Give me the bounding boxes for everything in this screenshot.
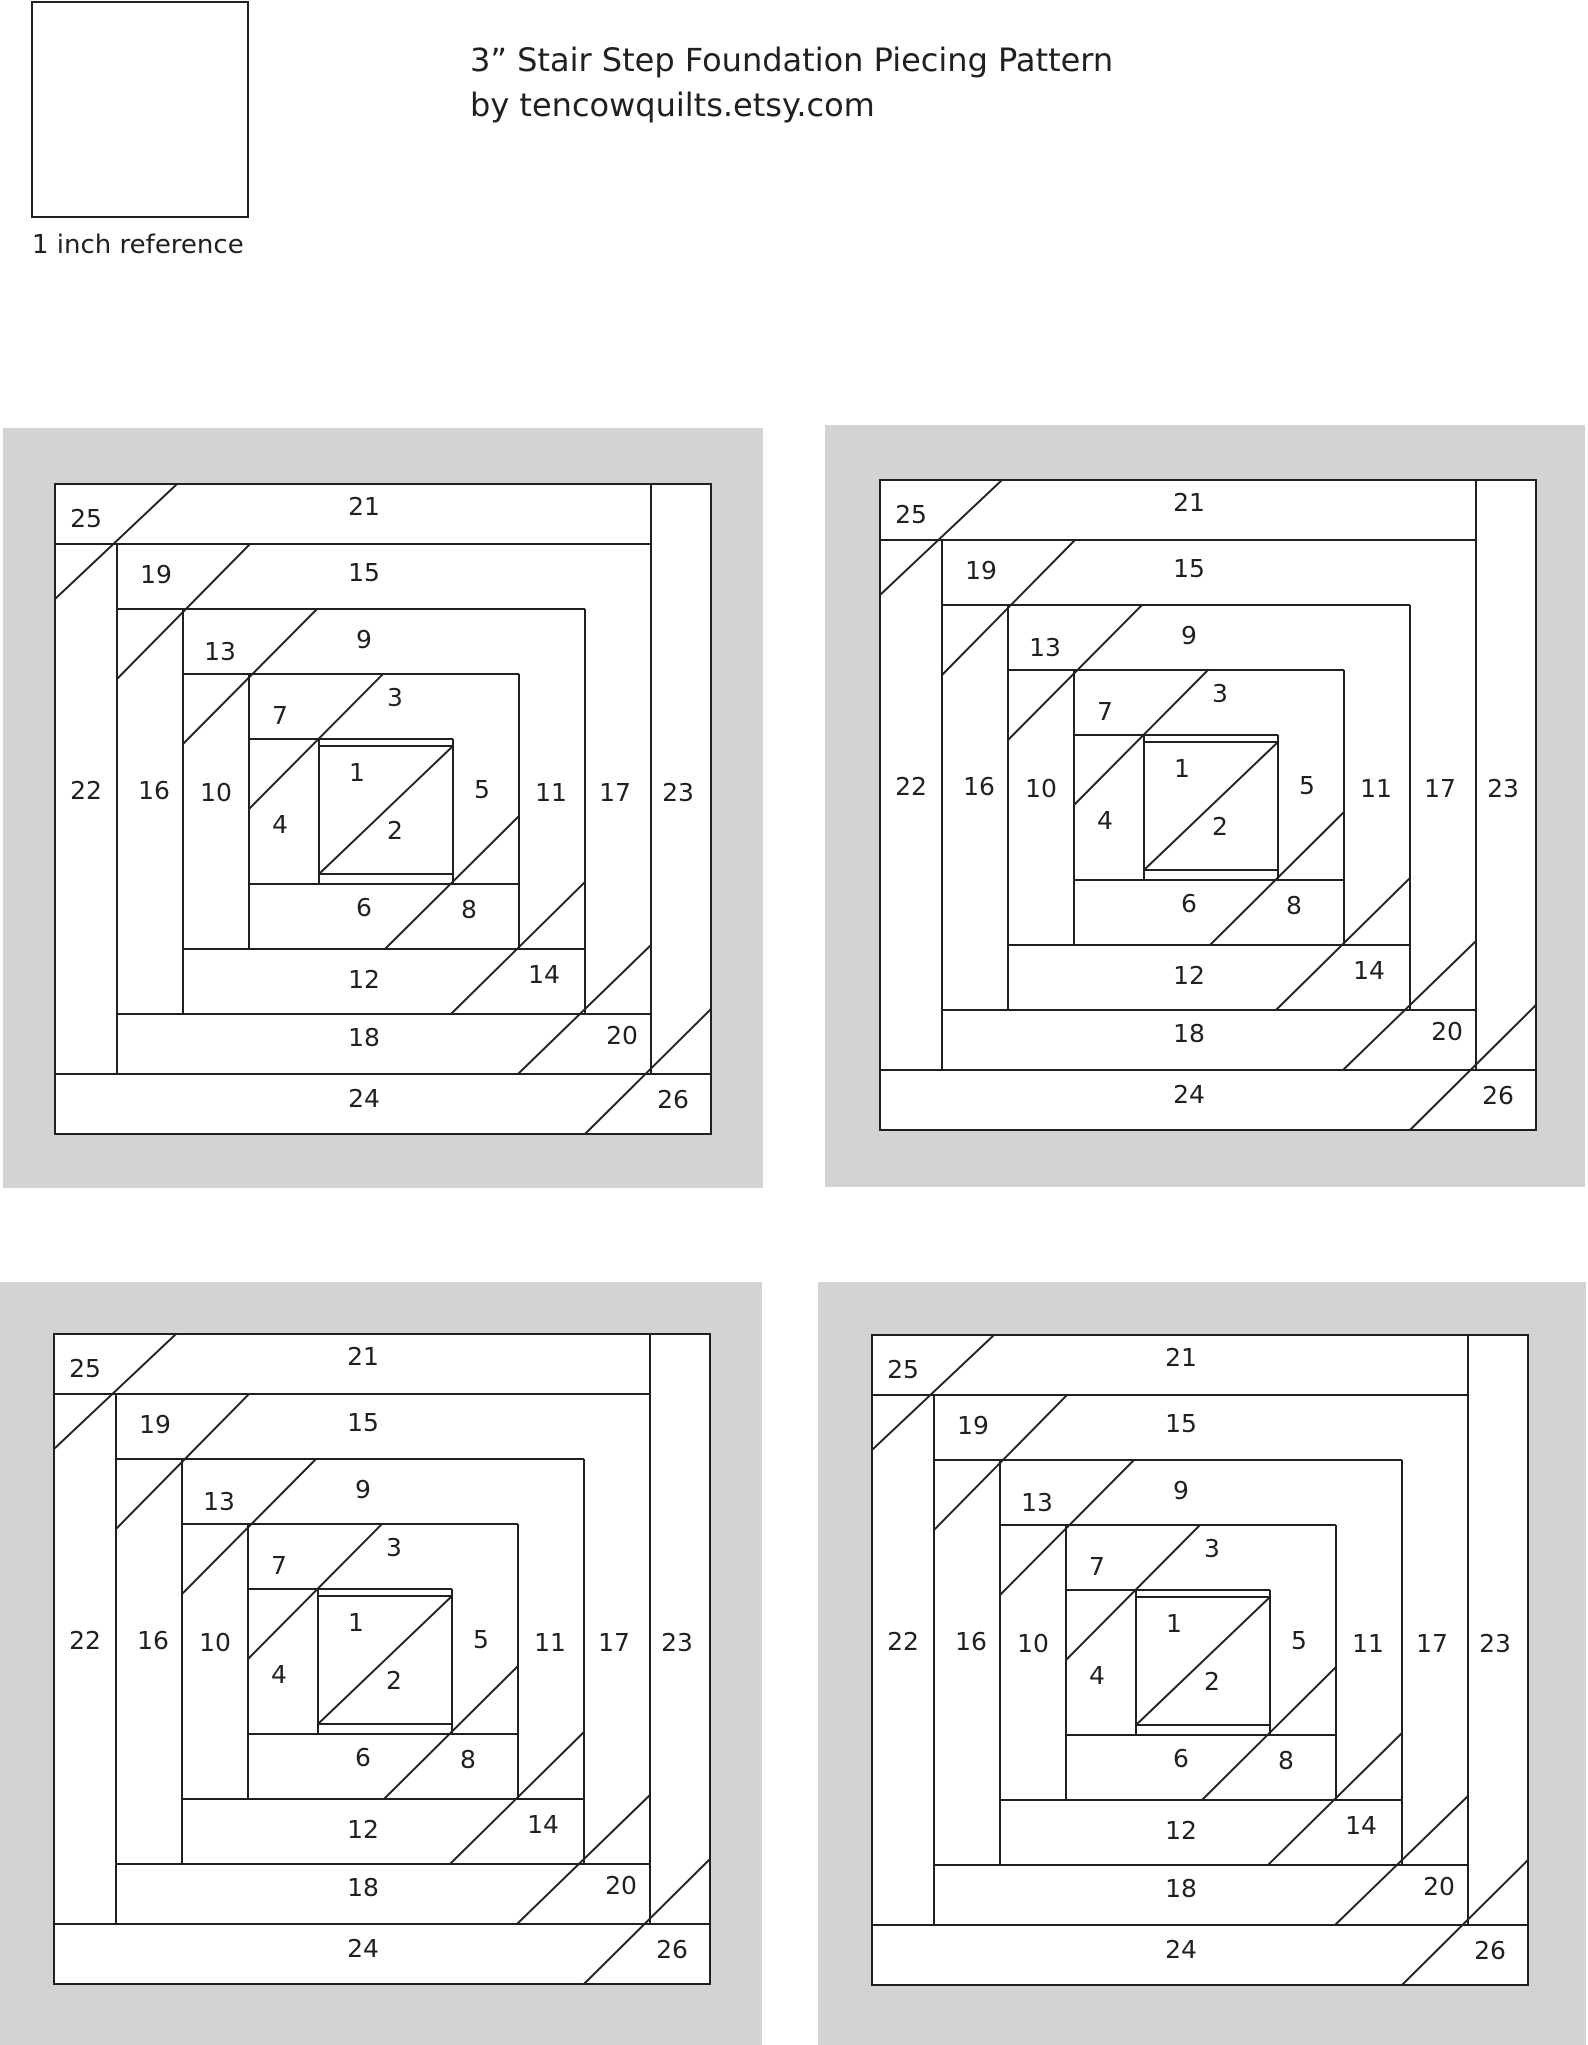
piece-number-18: 18 [348, 1023, 380, 1052]
piece-number-18: 18 [1165, 1874, 1197, 1903]
piece-number-13: 13 [204, 637, 236, 666]
piece-number-4: 4 [1097, 806, 1113, 835]
pattern-diagram [880, 480, 1536, 1130]
piece-number-20: 20 [1423, 1872, 1455, 1901]
piece-number-19: 19 [140, 560, 172, 589]
piece-number-10: 10 [200, 778, 232, 807]
piece-number-1: 1 [348, 1608, 364, 1637]
piece-number-6: 6 [356, 893, 372, 922]
title-line-1: 3” Stair Step Foundation Piecing Pattern [470, 41, 1114, 79]
piece-number-9: 9 [356, 625, 372, 654]
pattern-diagram [54, 1334, 710, 1984]
piece-number-18: 18 [1173, 1019, 1205, 1048]
piece-number-7: 7 [271, 1551, 287, 1580]
piece-number-26: 26 [657, 1085, 689, 1114]
piece-number-11: 11 [1352, 1629, 1384, 1658]
piece-number-15: 15 [1165, 1409, 1197, 1438]
piece-number-3: 3 [1212, 679, 1228, 708]
piece-number-21: 21 [347, 1342, 379, 1371]
piece-number-14: 14 [528, 960, 560, 989]
piece-number-12: 12 [1165, 1816, 1197, 1845]
piece-number-15: 15 [1173, 554, 1205, 583]
piece-number-23: 23 [1487, 774, 1519, 803]
piece-number-2: 2 [1212, 812, 1228, 841]
piece-number-8: 8 [460, 1745, 476, 1774]
piece-number-26: 26 [1482, 1081, 1514, 1110]
piece-number-19: 19 [139, 1410, 171, 1439]
piece-number-2: 2 [387, 816, 403, 845]
piece-number-7: 7 [272, 701, 288, 730]
reference-label: 1 inch reference [32, 230, 244, 260]
piece-number-5: 5 [474, 775, 490, 804]
piece-number-24: 24 [1165, 1935, 1197, 1964]
piece-number-4: 4 [272, 810, 288, 839]
piece-number-9: 9 [1173, 1476, 1189, 1505]
piece-number-19: 19 [957, 1411, 989, 1440]
piece-number-18: 18 [347, 1873, 379, 1902]
piece-number-12: 12 [1173, 961, 1205, 990]
piece-number-3: 3 [387, 683, 403, 712]
piece-number-10: 10 [1025, 774, 1057, 803]
piece-number-3: 3 [1204, 1534, 1220, 1563]
pattern-block-bottom-left [0, 1282, 762, 2045]
piece-number-14: 14 [1353, 956, 1385, 985]
piece-number-21: 21 [348, 492, 380, 521]
piece-number-13: 13 [203, 1487, 235, 1516]
piece-number-4: 4 [1089, 1661, 1105, 1690]
piece-number-16: 16 [955, 1627, 987, 1656]
piece-number-24: 24 [347, 1934, 379, 1963]
piece-number-11: 11 [534, 1628, 566, 1657]
piece-number-1: 1 [1174, 754, 1190, 783]
piece-number-17: 17 [598, 1628, 630, 1657]
piece-number-22: 22 [895, 772, 927, 801]
piece-number-12: 12 [348, 965, 380, 994]
pattern-block-top-right [825, 425, 1585, 1187]
piece-number-8: 8 [461, 895, 477, 924]
piece-number-20: 20 [606, 1021, 638, 1050]
piece-number-24: 24 [1173, 1080, 1205, 1109]
pattern-block-top-left [3, 428, 763, 1188]
piece-number-19: 19 [965, 556, 997, 585]
piece-number-16: 16 [963, 772, 995, 801]
piece-number-7: 7 [1089, 1552, 1105, 1581]
piece-number-23: 23 [1479, 1629, 1511, 1658]
piece-number-16: 16 [137, 1626, 169, 1655]
piece-number-10: 10 [1017, 1629, 1049, 1658]
pattern-diagram [872, 1335, 1528, 1985]
piece-number-15: 15 [348, 558, 380, 587]
piece-number-6: 6 [1181, 889, 1197, 918]
piece-number-22: 22 [70, 776, 102, 805]
piece-number-16: 16 [138, 776, 170, 805]
piece-number-13: 13 [1029, 633, 1061, 662]
title-line-2: by tencowquilts.etsy.com [470, 86, 875, 124]
piece-number-3: 3 [386, 1533, 402, 1562]
piece-number-22: 22 [69, 1626, 101, 1655]
piece-number-23: 23 [661, 1628, 693, 1657]
piece-number-26: 26 [1474, 1936, 1506, 1965]
piece-number-9: 9 [355, 1475, 371, 1504]
piece-number-25: 25 [895, 500, 927, 529]
piece-number-6: 6 [355, 1743, 371, 1772]
piece-number-14: 14 [527, 1810, 559, 1839]
piece-number-8: 8 [1286, 891, 1302, 920]
piece-number-2: 2 [1204, 1667, 1220, 1696]
piece-number-24: 24 [348, 1084, 380, 1113]
piece-number-22: 22 [887, 1627, 919, 1656]
piece-number-14: 14 [1345, 1811, 1377, 1840]
pattern-block-bottom-right [818, 1282, 1586, 2045]
piece-number-8: 8 [1278, 1746, 1294, 1775]
piece-number-11: 11 [535, 778, 567, 807]
piece-number-10: 10 [199, 1628, 231, 1657]
piece-number-7: 7 [1097, 697, 1113, 726]
piece-number-1: 1 [1166, 1609, 1182, 1638]
piece-number-21: 21 [1165, 1343, 1197, 1372]
piece-number-25: 25 [69, 1354, 101, 1383]
piece-number-9: 9 [1181, 621, 1197, 650]
pattern-diagram [55, 484, 711, 1134]
piece-number-1: 1 [349, 758, 365, 787]
piece-number-4: 4 [271, 1660, 287, 1689]
piece-number-25: 25 [70, 504, 102, 533]
piece-number-5: 5 [1299, 771, 1315, 800]
piece-number-20: 20 [1431, 1017, 1463, 1046]
piece-number-2: 2 [386, 1666, 402, 1695]
piece-number-15: 15 [347, 1408, 379, 1437]
piece-number-11: 11 [1360, 774, 1392, 803]
piece-number-25: 25 [887, 1355, 919, 1384]
one-inch-reference-square [31, 1, 249, 218]
piece-number-17: 17 [1416, 1629, 1448, 1658]
piece-number-21: 21 [1173, 488, 1205, 517]
piece-number-12: 12 [347, 1815, 379, 1844]
piece-number-13: 13 [1021, 1488, 1053, 1517]
piece-number-23: 23 [662, 778, 694, 807]
piece-number-6: 6 [1173, 1744, 1189, 1773]
piece-number-17: 17 [1424, 774, 1456, 803]
piece-number-26: 26 [656, 1935, 688, 1964]
piece-number-17: 17 [599, 778, 631, 807]
piece-number-20: 20 [605, 1871, 637, 1900]
piece-number-5: 5 [473, 1625, 489, 1654]
piece-number-5: 5 [1291, 1626, 1307, 1655]
page-title [470, 38, 1113, 128]
